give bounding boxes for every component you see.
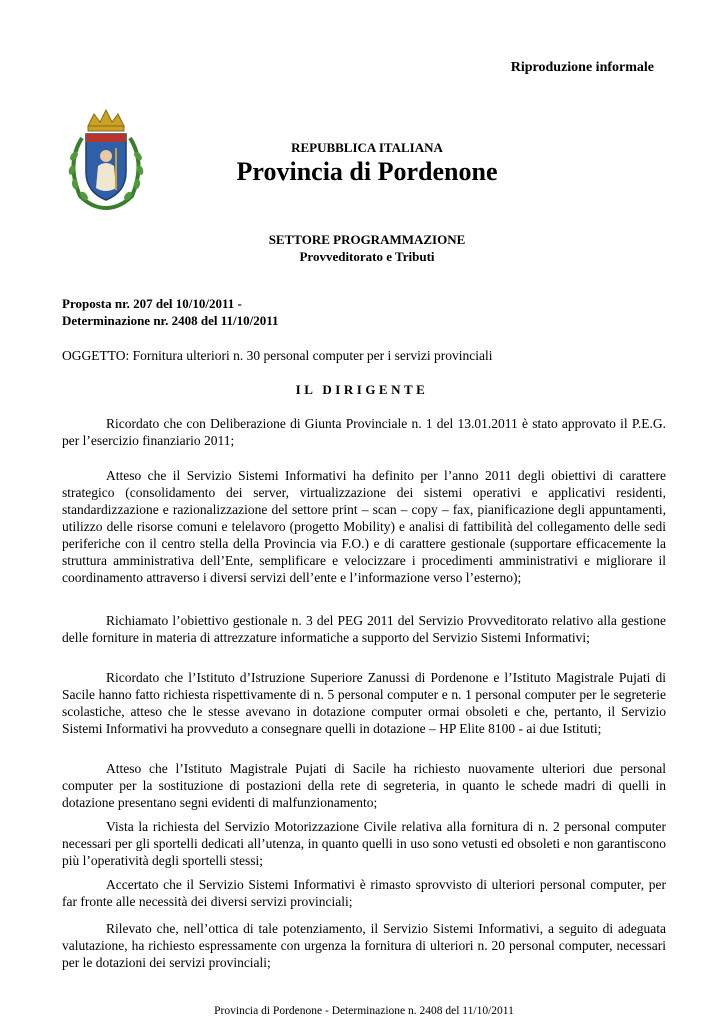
section-heading: IL DIRIGENTE	[295, 382, 429, 397]
reproduction-note: Riproduzione informale	[510, 60, 654, 75]
proposal-number: Proposta nr. 207 del 10/10/2011 -	[62, 296, 242, 311]
paragraph-7	[62, 876, 666, 910]
province-title: Provincia di Pordenone	[236, 157, 498, 186]
paragraph-text: Accertato che il Servizio Sistemi Informativi è rimasto sprovvisto di ulteriori personal computer, per far fronte alle necessità dei diversi servizi provinciali;	[62, 877, 666, 909]
paragraph-text: Rilevato che, nell’ottica di tale potenziamento, il Servizio Sistemi Informativi, a seguito di adeguata valutazione, ha richiesto espressamente con urgenza la fornitura di ulteriori n. 20 personal computer, necessari per le dotazioni dei servizi provinciali;	[62, 921, 666, 970]
page-footer: Provincia di Pordenone - Determinazione n. 2408 del 11/10/2011	[214, 1005, 514, 1017]
paragraph-text: Vista la richiesta del Servizio Motorizzazione Civile relativa alla fornitura di n. 2 personal computer necessari per gli sportelli dedicati all’utenza, in quanto quelli in uso sono vetusti ed obsoleti e non garantiscono più l’operatività degli sportelli stessi;	[62, 819, 666, 868]
paragraph-5	[62, 760, 666, 811]
subject-line: OGGETTO: Fornitura ulteriori n. 30 personal computer per i servizi provinciali	[62, 348, 493, 363]
determination-number: Determinazione nr. 2408 del 11/10/2011	[62, 313, 279, 328]
province-crest-icon	[62, 108, 150, 212]
paragraph-3	[62, 612, 666, 646]
paragraph-text: Atteso che il Servizio Sistemi Informativi ha definito per l’anno 2011 degli obiettivi di carattere strategico (consolidamento dei server, virtualizzazione dei sistemi operativi e applicativi residenti, standardizzazione e razionalizzazione del settore print – scan – copy – fax, pianificazione degli appuntamenti, utilizzo delle risorse comuni e telelavoro (progetto Mobility) e analisi di fattibilità del collegamento delle sedi periferiche con il centro stella della Provincia via F.O.) e di carattere gestionale (supportare efficacemente la struttura amministrativa dell’Ente, semplificare e velocizzare i procedimenti amministrativi e migliorare il coordinamento attraverso i diversi servizi dell’ente e l’informazione verso l’esterno);	[62, 468, 666, 585]
paragraph-4	[62, 669, 666, 737]
paragraph-text: Ricordato che con Deliberazione di Giunta Provinciale n. 1 del 13.01.2011 è stato approvato il P.E.G. per l’esercizio finanziario 2011;	[62, 416, 666, 448]
sector-label: SETTORE PROGRAMMAZIONE	[268, 232, 466, 247]
paragraph-text: Richiamato l’obiettivo gestionale n. 3 del PEG 2011 del Servizio Provveditorato relativo alla gestione delle forniture in materia di attrezzature informatiche a supporto del Servizio Sistemi Informativi;	[62, 613, 666, 645]
office-label: Provveditorato e Tributi	[299, 249, 435, 264]
republic-label: REPUBBLICA ITALIANA	[291, 140, 443, 155]
paragraph-text: Ricordato che l’Istituto d’Istruzione Superiore Zanussi di Pordenone e l’Istituto Magistrale Pujati di Sacile hanno fatto richiesta rispettivamente di n. 5 personal computer e n. 1 personal computer per le segreterie scolastiche, atteso che le stesse avevano in dotazione computer ormai obsoleti e che, pertanto, il Servizio Sistemi Informativi ha provveduto a consegnare quelli in dotazione – HP Elite 8100 - ai due Istituti;	[62, 670, 666, 736]
paragraph-text: Atteso che l’Istituto Magistrale Pujati di Sacile ha richiesto nuovamente ulteriori due personal computer per la sostituzione di postazioni della rete di segreteria, in quanto le schede madri di quelli in dotazione presentano segni evidenti di malfunzionamento;	[62, 761, 666, 810]
paragraph-6	[62, 818, 666, 869]
paragraph-1	[62, 415, 666, 449]
paragraph-8	[62, 920, 666, 971]
paragraph-2	[62, 467, 666, 586]
